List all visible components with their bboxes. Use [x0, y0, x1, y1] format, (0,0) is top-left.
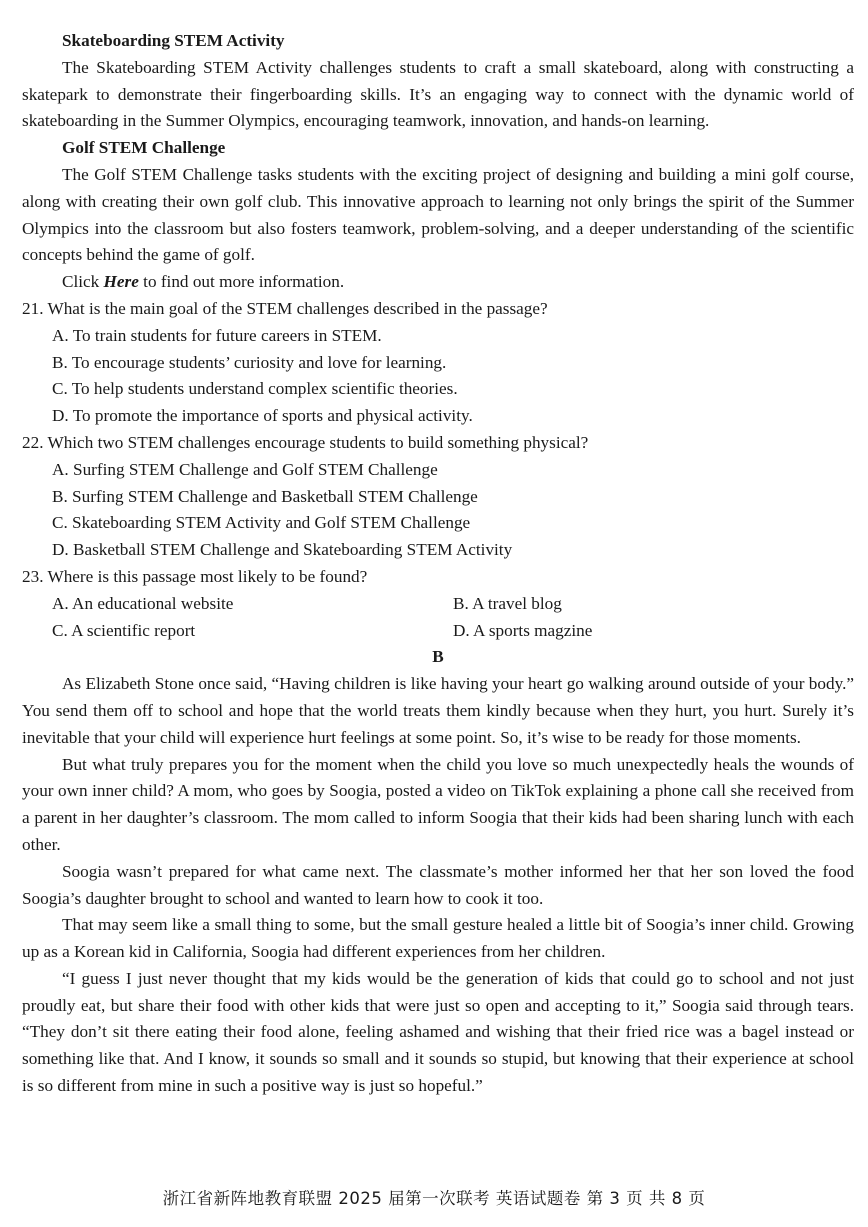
golf-paragraph: The Golf STEM Challenge tasks students with the exciting project of designing and building a mini golf course, along with creating their own golf club. This innovative approach to learning not only brings the spirit of the Summer Olympics into the classroom but also fosters teamwork, problem-solving, and a deeper understanding of the scientific concepts behind the game of golf.: [22, 164, 854, 265]
option-b: B. To encourage students’ curiosity and love for learning.: [52, 352, 447, 372]
here-link[interactable]: Here: [103, 272, 139, 292]
click-prefix: Click: [62, 272, 104, 292]
question-22: [22, 430, 854, 564]
passage-b-paragraph: Soogia wasn’t prepared for what came next. The classmate’s mother informed her that her son loved the food Soogia’s daughter brought to school and wanted to learn how to cook it too.: [22, 861, 854, 908]
option-c: C. To help students understand complex scientific theories.: [52, 379, 458, 399]
option-d: D. A sports magzine: [453, 620, 593, 640]
option-b: B. Surfing STEM Challenge and Basketball STEM Challenge: [52, 486, 478, 506]
exam-page: [22, 28, 854, 1100]
options-row-1: [22, 591, 854, 618]
option-d: D. To promote the importance of sports and physical activity.: [52, 406, 473, 426]
golf-heading: Golf STEM Challenge: [62, 138, 226, 158]
click-suffix: to find out more information.: [138, 272, 345, 292]
option-c: C. A scientific report: [52, 620, 196, 640]
page-footer: 浙江省新阵地教育联盟 2025 届第一次联考 英语试题卷 第 3 页 共 8 页: [162, 1189, 706, 1208]
option-a: A. An educational website: [52, 593, 234, 613]
question-stem: 23. Where is this passage most likely to be found?: [22, 566, 368, 586]
option-a: A. To train students for future careers in STEM.: [52, 325, 382, 345]
question-21: [22, 296, 854, 430]
passage-b-paragraph: As Elizabeth Stone once said, “Having children is like having your heart go walking around outside of your body.” You send them off to school and hope that the world treats them kindly because when they hurt, you hurt. Surely it’s inevitable that your child will experience hurt feelings at some point. So, it’s wise to be ready for those moments.: [22, 674, 854, 747]
question-23: [22, 564, 854, 644]
passage-b-paragraph: “I guess I just never thought that my kids would be the generation of kids that could go to school and not just proudly eat, but share their food with other kids that were just so open and accepting to it,” Soogia said through tears. “They don’t sit there eating their food alone, feeling ashamed and wishing that their fried rice was a bagel instead or something like that. And I know, it sounds so small and it sounds so stupid, but knowing that their experience at school is so different from mine in such a positive way is just so hopeful.”: [22, 968, 854, 1096]
option-d: D. Basketball STEM Challenge and Skateboarding STEM Activity: [52, 540, 513, 560]
option-a: A. Surfing STEM Challenge and Golf STEM Challenge: [52, 459, 438, 479]
passage-b-paragraph: But what truly prepares you for the moment when the child you love so much unexpectedly heals the wounds of your own inner child? A mom, who goes by Soogia, posted a video on TikTok explaining a phone call she received from a parent in her daughter’s classroom. The mom called to inform Soogia that their kids had been sharing lunch with each other.: [22, 754, 854, 854]
question-stem: 21. What is the main goal of the STEM challenges described in the passage?: [22, 298, 548, 318]
options-row-2: [22, 618, 854, 645]
skateboarding-paragraph: The Skateboarding STEM Activity challenges students to craft a small skateboard, along with constructing a skatepark to demonstrate their fingerboarding skills. It’s an engaging way to connect with the dynamic world of skateboarding in the Summer Olympics, encouraging teamwork, innovation, and hands-on learning.: [22, 57, 854, 131]
skateboarding-heading: Skateboarding STEM Activity: [62, 31, 285, 50]
section-b-title: B: [432, 647, 444, 667]
passage-b-paragraph: That may seem like a small thing to some, but the small gesture healed a little bit of Soogia’s inner child. Growing up as a Korean kid in California, Soogia had different experiences from her children.: [22, 915, 854, 962]
click-here-line: [22, 269, 854, 296]
option-b: B. A travel blog: [453, 593, 562, 613]
option-c: C. Skateboarding STEM Activity and Golf STEM Challenge: [52, 513, 471, 533]
question-stem: 22. Which two STEM challenges encourage students to build something physical?: [22, 432, 589, 452]
